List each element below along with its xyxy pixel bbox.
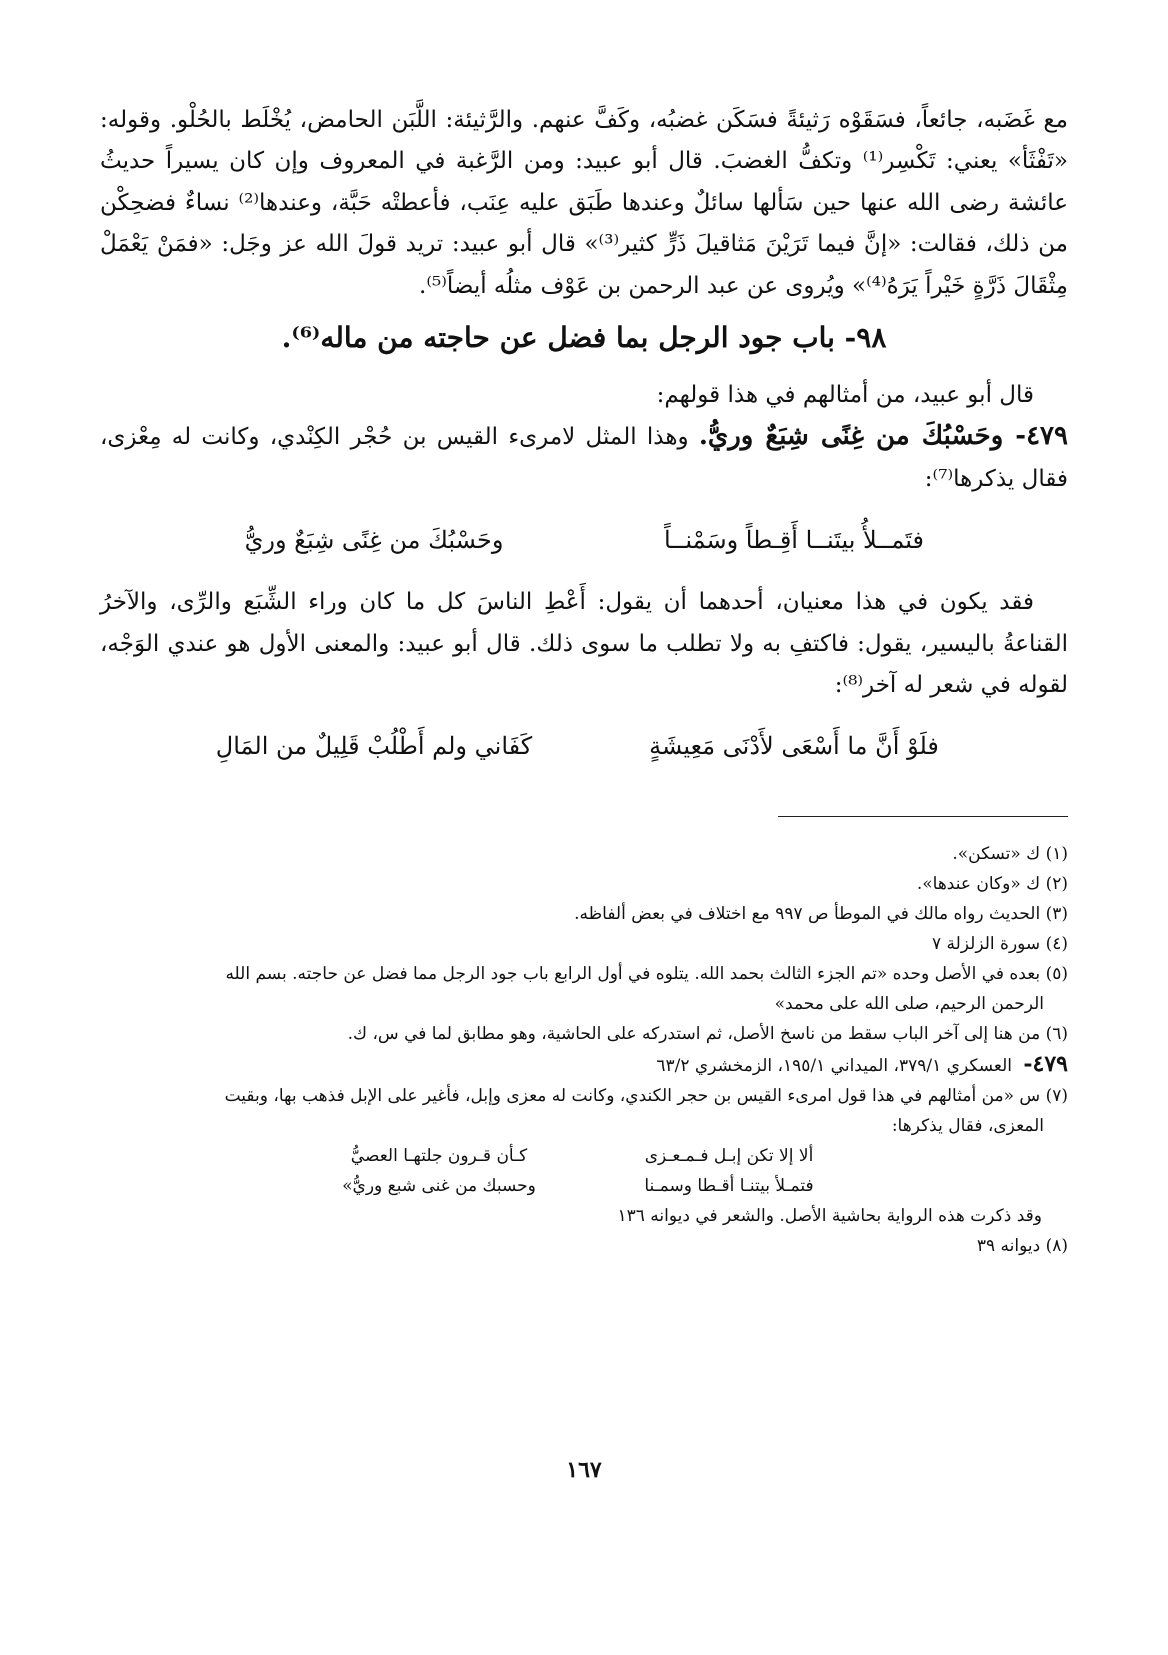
verse-1-second-hemistich: وحَسْبُكَ من غِنًى شِبَعٌ وريُّ — [244, 526, 504, 555]
footnotes — [100, 839, 1068, 1261]
footnote-6: (٦) من هنا إلى آخر الباب سقط من ناسخ الأصل، ثم استدركه على الحاشية، وهو مطابق لما في س، ك. — [347, 1024, 1068, 1045]
footnote-1: (١) ك «تسكن». — [952, 844, 1068, 865]
verse-1-first-hemistich: فتَمــلأُ بيتَنــا أَقِـطاً وسَمْنــاً — [663, 526, 924, 555]
paragraph-top: مع غَضَبه، جائعاً، فسَقَوْه رَثيئةً فسَكَن غضبُه، وكَفَّ عنهم. والرَّثيئة: اللَّبَن الحامض، يُخْلَط بالحُلْو. وقوله: «تَفْثَأ» يعني: تَكْسِر⁽¹⁾ وتكفُّ الغضبَ. قال أبو عبيد: ومن الرَّغبة في المعروف وإن كان يسيراً حديثُ عائشة رضى الله عنها حين سَألها سائلٌ وعندها طَبَق عليه عِنَب، فأعطتْه حَبَّة، وعندها⁽²⁾ نساءٌ فضحِكْن من ذلك، فقالت: «إنَّ فيما تَرَيْنَ مَثاقيلَ ذَرٍّ كثير⁽³⁾» قال أبو عبيد: تريد قولَ الله عز وجَل: «فمَنْ يَعْمَلْ مِثْقَالَ ذَرَّةٍ خَيْراً يَرَهُ⁽⁴⁾» ويُروى عن عبد الرحمن بن عَوْف مثلُه أيضاً⁽⁵⁾. — [100, 107, 1068, 299]
footnote-2: (٢) ك «وكان عندها». — [916, 874, 1068, 895]
footnote-5-line-1: (٥) بعده في الأصل وحده «تم الجزء الثالث بحمد الله. يتلوه في أول الرابع باب جود الرجل مما فضل عن حاجته. بسم الله — [225, 964, 1068, 985]
proverb-paragraph — [100, 416, 1068, 500]
intro-line: قال أبو عبيد، من أمثالهم في هذا قولهم: — [656, 382, 1034, 409]
proverb-sources-text: العسكري ٣٧٩/١، الميداني ١٩٥/١، الزمخشري ٦٣/٢ — [656, 1056, 1012, 1077]
footnote-7-verse-2-second: وحسبك من غنى شبع وريُّ» — [342, 1176, 536, 1197]
chapter-heading: ٩٨- باب جود الرجل بما فضل عن حاجته من ماله⁽⁶⁾. — [281, 321, 887, 355]
footnote-7-verse-2 — [100, 1171, 1068, 1201]
page-number: ١٦٧ — [566, 1457, 602, 1483]
footnote-7-verse-1-second: كـأن قـرون جلتهـا العصيُّ — [350, 1146, 528, 1167]
footnote-7-remark: وقد ذكرت هذه الرواية بحاشية الأصل. والشعر في ديوانه ١٣٦ — [617, 1206, 1042, 1227]
footnote-5-line-2: الرحمن الرحيم، صلى الله على محمد» — [774, 994, 1044, 1015]
proverb-text: وهذا المثل لامرىء القيس بن حُجْر الكِنْدي، وكانت له مِعْزى، فقال يذكرها⁽⁷⁾: — [100, 424, 1068, 492]
footnote-4: (٤) سورة الزلزلة ٧ — [931, 934, 1068, 955]
footnote-7-verse-1 — [100, 1141, 1068, 1171]
verse-2-second-hemistich: كَفَاني ولم أَطْلُبْ قَلِيلٌ من المَالِ — [215, 732, 533, 761]
footnote-divider — [778, 816, 1068, 817]
paragraph-middle: فقد يكون في هذا معنيان، أحدهما أن يقول: أَعْطِ الناسَ كل ما كان وراء الشِّبَع والرِّى، والآخرُ القناعةُ باليسير، يقول: فاكتفِ به ولا تطلب ما سوى ذلك. قال أبو عبيد: والمعنى الأول هو عندي الوَجْه، لقوله في شعر له آخر⁽⁸⁾: — [100, 589, 1068, 699]
verse-1 — [100, 518, 1068, 562]
proverb-sources-number: ٤٧٩- — [1023, 1051, 1068, 1078]
footnote-7-line-1: (٧) س «من أمثالهم في هذا قول امرىء القيس بن حجر الكندي، وكانت له معزى وإبل، فأغير على الإبل فذهب بها، وبقيت — [224, 1086, 1068, 1107]
verse-2-first-hemistich: فلَوْ أَنَّ ما أَسْعَى لأَدْنَى مَعِيشَةٍ — [649, 732, 939, 761]
main-text — [100, 100, 1068, 768]
footnote-3: (٣) الحديث رواه مالك في الموطأ ص ٩٩٧ مع اختلاف في بعض ألفاظه. — [574, 904, 1068, 925]
footnote-7-verse-1-first: ألا إلا تكن إبـل فـمـعـزى — [644, 1146, 814, 1167]
proverb-sources — [100, 1049, 1068, 1081]
footnote-7-verse-2-first: فتمـلأ بيتنـا أقـطا وسمـنا — [644, 1176, 814, 1197]
verse-2 — [100, 724, 1068, 768]
footnote-7 — [100, 1081, 1068, 1141]
footnote-7-line-2: المعزى، فقال يذكرها: — [891, 1116, 1044, 1137]
footnote-8: (٨) ديوانه ٣٩ — [976, 1236, 1068, 1257]
footnote-5 — [100, 959, 1068, 1019]
proverb-label: ٤٧٩- وحَسْبُكَ من غِنًى شِبَعٌ وريُّ. — [698, 421, 1068, 452]
